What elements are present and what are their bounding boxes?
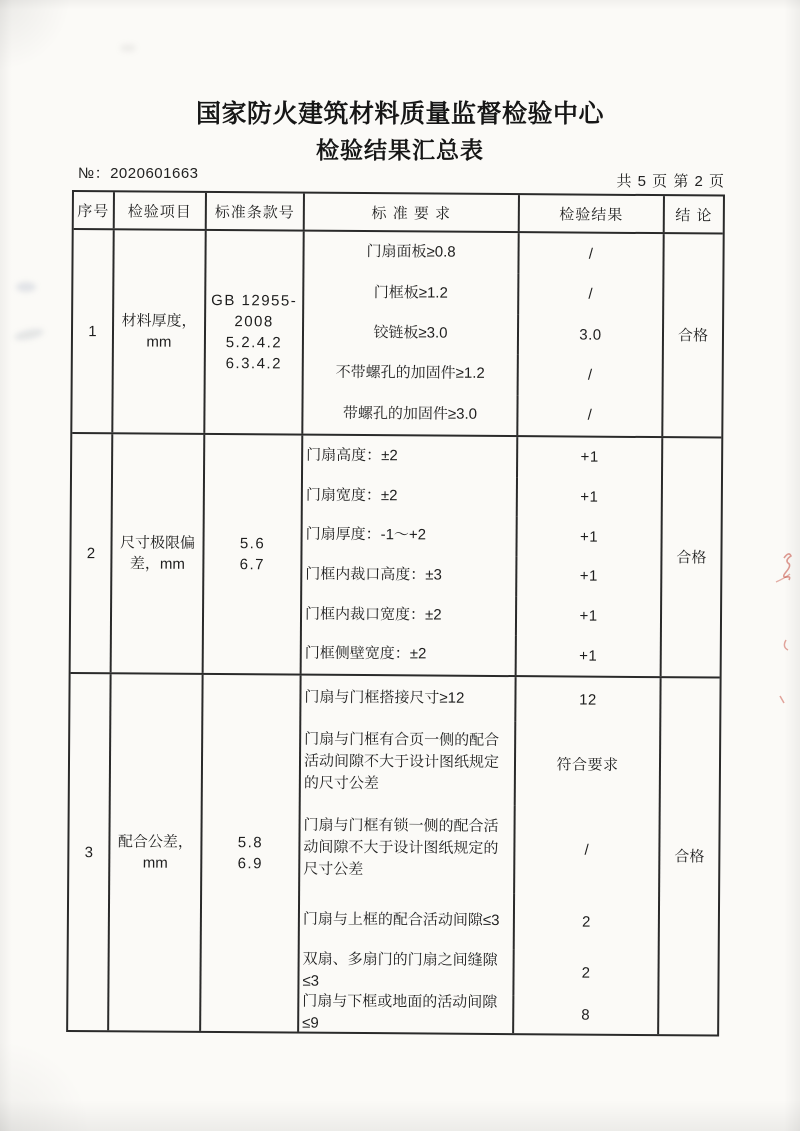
- table-row: [71, 434, 722, 679]
- red-ink-marks: [762, 548, 800, 708]
- standard-clause-cell: [204, 435, 304, 674]
- scan-smudge: [13, 327, 44, 342]
- requirement-cell: 铰链板≥3.0: [304, 312, 519, 354]
- result-cell: +1: [580, 448, 599, 467]
- requirement-cell: 双扇、多扇门的门扇之间缝隙≤3: [299, 948, 514, 995]
- result-cell: +1: [579, 567, 598, 586]
- requirement-row: [304, 272, 662, 315]
- requirement-row: [299, 994, 657, 1034]
- requirement-row: [304, 232, 662, 275]
- item-line: 材料厚度，: [121, 312, 197, 330]
- report-subtitle: 检验结果汇总表: [316, 137, 484, 163]
- header-conclusion: 结 论: [675, 206, 713, 224]
- item-line: 差，mm: [129, 555, 185, 573]
- requirement-cell: 门扇与门框有合页一侧的配合活动间隙不大于设计图纸规定的尺寸公差: [301, 720, 517, 805]
- requirements-results-cell: [299, 676, 661, 1035]
- result-cell: /: [588, 245, 594, 263]
- conclusion-cell: 合格: [674, 847, 705, 865]
- requirement-row: [301, 676, 659, 722]
- requirement-row: [303, 475, 661, 517]
- header-no: 序号: [74, 192, 115, 228]
- item-line: 配合公差，: [117, 833, 194, 851]
- table-body: [68, 230, 723, 1035]
- clause-line: 6.3.4.2: [225, 355, 283, 373]
- row-number-cell: 1: [72, 230, 114, 432]
- header-clause: 标准条款号: [207, 193, 305, 230]
- clause-line: 5.2.4.2: [225, 334, 283, 352]
- requirement-cell: 门扇与门框搭接尺寸≥12: [301, 676, 516, 721]
- header-item: 检验项目: [115, 192, 207, 229]
- requirements-results-cell: [302, 436, 664, 677]
- header-requirement: 标 准 要 求: [305, 194, 520, 232]
- clause-line: 5.6: [239, 535, 266, 553]
- clause-line: 5.8: [237, 834, 264, 852]
- requirement-cell: 门扇高度：±2: [303, 436, 518, 477]
- summary-table: [66, 190, 725, 1037]
- report-number: №：2020601663: [78, 165, 199, 182]
- item-line: 尺寸极限偏: [119, 534, 196, 552]
- scan-smudge: [120, 44, 136, 52]
- row-number-cell: 3: [68, 674, 111, 1030]
- requirement-row: [302, 515, 660, 557]
- table-row: [68, 674, 719, 1035]
- result-cell: /: [588, 285, 594, 303]
- result-cell: +1: [579, 607, 598, 625]
- clause-line: 6.7: [239, 556, 266, 574]
- requirement-row: [300, 804, 659, 894]
- requirement-cell: 门扇面板≥0.8: [304, 232, 519, 274]
- requirement-cell: 门扇宽度：±2: [303, 475, 518, 516]
- clause-line: 6.9: [237, 855, 264, 873]
- result-cell: /: [587, 366, 593, 384]
- requirement-row: [300, 892, 658, 950]
- requirement-row: [302, 555, 660, 597]
- requirement-cell: 门扇与下框或地面的活动间隙≤9: [299, 994, 514, 1034]
- requirement-cell: 门框板≥1.2: [304, 272, 519, 314]
- scan-smudge: [16, 282, 36, 292]
- result-cell: 12: [579, 691, 597, 709]
- result-cell: 符合要求: [556, 755, 619, 774]
- requirement-row: [303, 436, 661, 478]
- inspection-item-cell: [112, 434, 206, 673]
- standard-clause-cell: [205, 231, 304, 434]
- result-cell: /: [584, 841, 590, 859]
- requirement-cell: 门扇与上框的配合活动间隙≤3: [300, 892, 515, 949]
- result-cell: +1: [579, 647, 598, 665]
- requirement-cell: 带螺孔的加固件≥3.0: [303, 393, 518, 435]
- result-cell: /: [587, 406, 593, 424]
- clause-line: GB 12955-: [211, 291, 298, 310]
- requirement-cell: 门扇厚度：-1～+2: [302, 515, 517, 556]
- page-indicator: 共 5 页 第 2 页: [616, 173, 725, 190]
- result-cell: 2: [581, 913, 591, 931]
- result-cell: +1: [579, 528, 599, 546]
- result-cell: 3.0: [579, 326, 602, 344]
- requirement-row: [303, 393, 661, 436]
- requirement-cell: 门框内裁口高度：±3: [302, 555, 517, 596]
- result-cell: +1: [580, 488, 599, 506]
- requirement-row: [302, 594, 660, 636]
- standard-clause-cell: [201, 675, 301, 1032]
- result-cell: 8: [581, 1006, 591, 1024]
- requirement-cell: 不带螺孔的加固件≥1.2: [304, 353, 519, 395]
- row-number-cell: 2: [71, 434, 114, 672]
- item-line: mm: [146, 333, 172, 351]
- inspection-item-cell: [109, 674, 203, 1031]
- requirement-row: [302, 634, 660, 676]
- requirement-row: [304, 312, 662, 355]
- requirements-results-cell: [303, 232, 664, 437]
- result-cell: 2: [581, 964, 591, 982]
- report-title: 国家防火建筑材料质量监督检验中心: [195, 100, 604, 128]
- inspection-item-cell: [113, 230, 206, 433]
- conclusion-cell: 合格: [677, 326, 709, 344]
- table-header-row: [74, 192, 723, 235]
- conclusion-cell: 合格: [676, 548, 707, 566]
- item-line: mm: [142, 854, 168, 872]
- clause-line: 2008: [234, 313, 274, 331]
- requirement-cell: 门扇与门框有锁一侧的配合活动间隙不大于设计图纸规定的尺寸公差: [300, 804, 516, 893]
- requirement-row: [301, 720, 660, 806]
- requirement-cell: 门框侧壁宽度：±2: [302, 634, 517, 675]
- requirement-row: [304, 353, 662, 396]
- table-row: [72, 230, 722, 439]
- requirement-row: [299, 948, 657, 996]
- requirement-cell: 门框内裁口宽度：±2: [302, 594, 517, 635]
- header-result: 检验结果: [520, 195, 665, 232]
